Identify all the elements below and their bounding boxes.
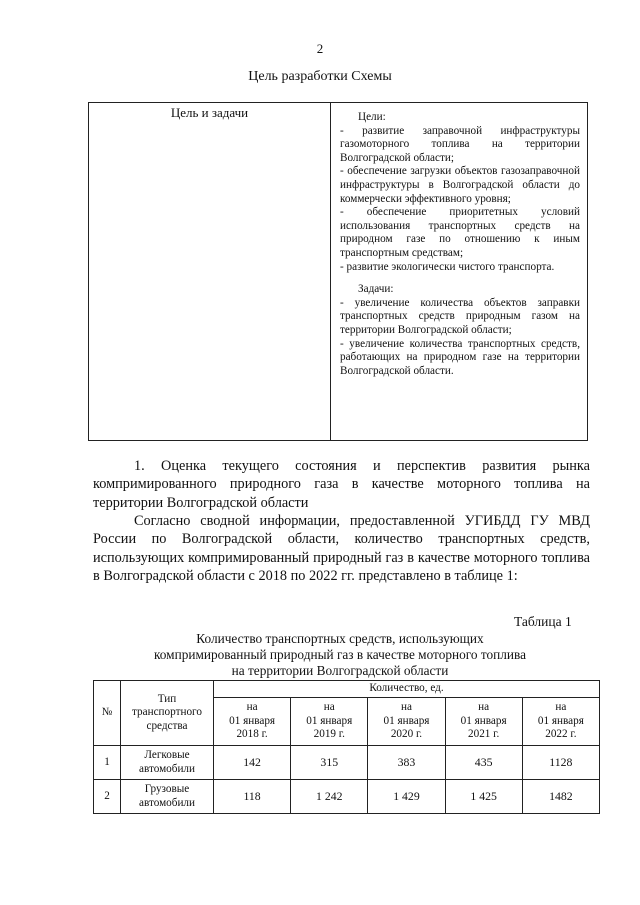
value-cell: 383 [368, 746, 445, 780]
year-header: на 01 января 2021 г. [445, 698, 522, 746]
goals-list [340, 111, 580, 378]
table-caption [130, 631, 550, 679]
caption-line: компримированный природный газ в качестве моторного топлива [153, 647, 527, 662]
table-row [94, 780, 600, 814]
section-heading: 1. Оценка текущего состояния и перспектив развития рынка компримированного природного газа в качестве моторного топлива на территории Волгоградской области [93, 458, 590, 511]
body-paragraph: Согласно сводной информации, предоставленной УГИБДД ГУ МВД России по Волгоградской области, количество транспортных средств, использующих компримированный природный газ в качестве моторного топлива в Волгоградской области с 2018 по 2022 гг. представлено в таблице 1: [93, 513, 590, 585]
goal-item: - обеспечение приоритетных условий использования транспортных средств на природном газе по отношению к иным транспортным средствам; [340, 206, 580, 259]
header-no: № [94, 681, 121, 746]
value-cell: 1 425 [445, 780, 522, 814]
caption-line: на территории Волгоградской области [231, 663, 449, 678]
task-item: - увеличение количества объектов заправки транспортных средств природным газом на территории Волгоградской области; [340, 296, 580, 336]
tasks-heading: Задачи: [358, 283, 394, 296]
value-cell: 1 242 [291, 780, 368, 814]
task-item: - увеличение количества транспортных средств, работающих на природном газе на территории Волгоградской области. [340, 337, 580, 377]
year-header: на 01 января 2019 г. [291, 698, 368, 746]
header-type: Тип транспортного средства [121, 681, 214, 746]
value-cell: 142 [214, 746, 291, 780]
year-header: на 01 января 2022 г. [522, 698, 599, 746]
goal-item: - обеспечение загрузки объектов газозаправочной инфраструктуры в Волгоградской области до коммерчески эффективного уровня; [340, 165, 580, 205]
caption-line: Количество транспортных средств, использующих [196, 631, 484, 646]
value-cell: 435 [445, 746, 522, 780]
row-number: 2 [94, 780, 121, 814]
goal-item: - развитие экологически чистого транспорта. [340, 260, 555, 273]
vehicle-type: Легковые автомобили [121, 746, 214, 780]
vehicle-type: Грузовые автомобили [121, 780, 214, 814]
goals-table [88, 102, 588, 441]
goals-heading: Цели: [358, 111, 386, 123]
value-cell: 315 [291, 746, 368, 780]
table-label: Таблица 1 [514, 614, 572, 629]
goals-left-label: Цель и задачи [170, 105, 249, 120]
header-quantity: Количество, ед. [214, 681, 600, 698]
value-cell: 1 429 [368, 780, 445, 814]
year-header: на 01 января 2020 г. [368, 698, 445, 746]
page-number: 2 [316, 41, 324, 56]
goal-item: - развитие заправочной инфраструктуры газомоторного топлива на территории Волгоградской области; [340, 124, 580, 164]
vehicles-table [93, 680, 600, 814]
row-number: 1 [94, 746, 121, 780]
table-row [94, 746, 600, 780]
value-cell: 1128 [522, 746, 599, 780]
table-divider [330, 103, 331, 440]
year-header: на 01 января 2018 г. [214, 698, 291, 746]
section-title: Цель разработки Схемы [248, 69, 392, 84]
value-cell: 1482 [522, 780, 599, 814]
value-cell: 118 [214, 780, 291, 814]
